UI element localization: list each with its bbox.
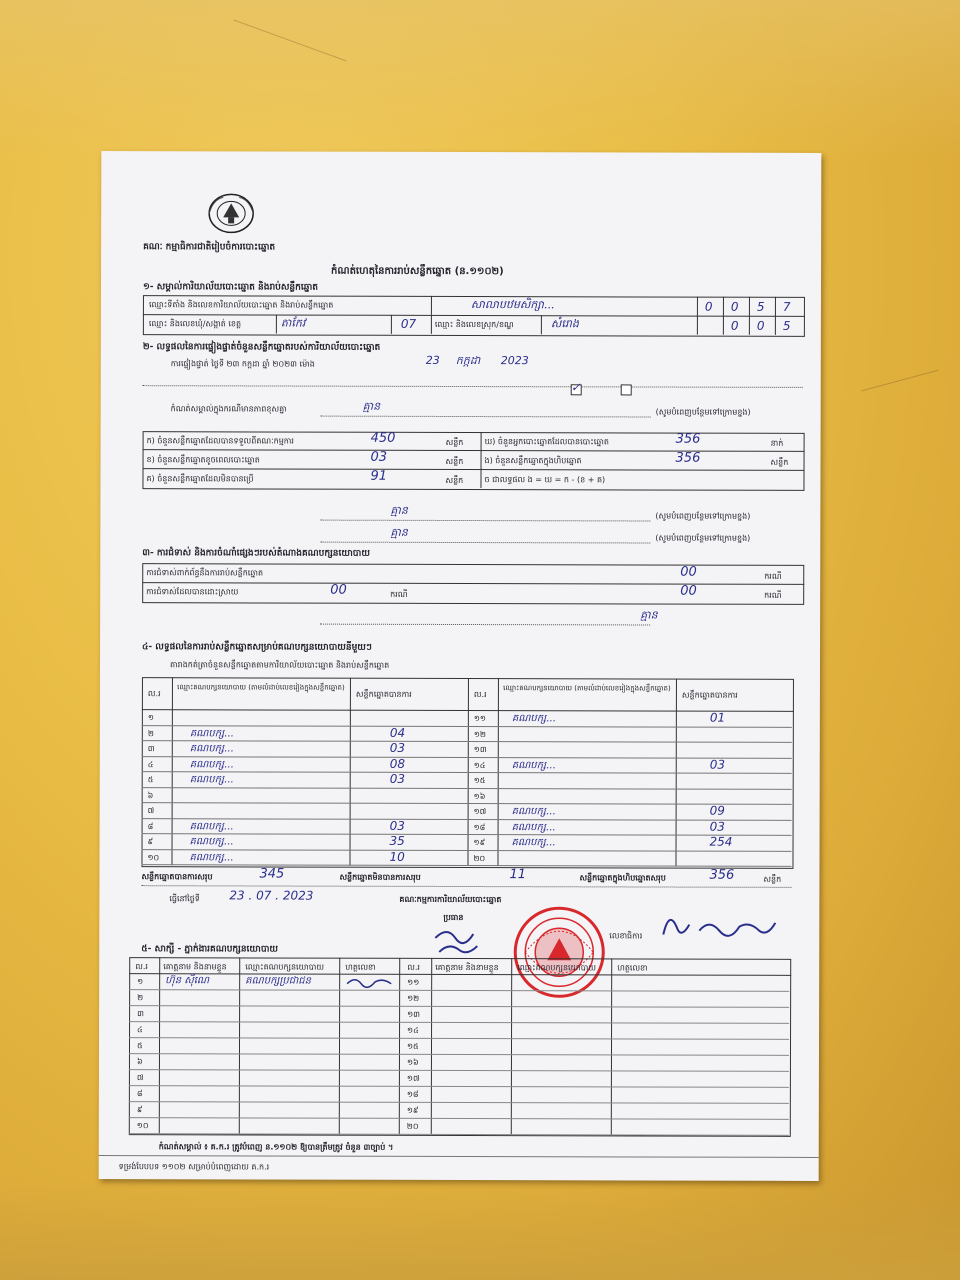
row-number: ៧ — [147, 806, 155, 816]
witness-row-number: ១៤ — [407, 1025, 419, 1035]
count-row-label: ង) ចំនួនសន្លឹកឆ្នោតក្នុងហិបឆ្នោត — [484, 456, 582, 466]
section1-title: ១- សម្គាល់ការិយាល័យបោះឆ្នោត និងរាប់សន្លឹកឆ្នោត — [142, 282, 319, 293]
party-name: គណបក្ស... — [511, 806, 556, 818]
party-votes: 09 — [709, 803, 725, 818]
row-number: ១ — [147, 713, 154, 723]
committee-name: គណៈ កម្មាធិការជាតិរៀបចំការបោះឆ្នោត — [143, 242, 276, 253]
witness-row-number: ៩ — [136, 1105, 143, 1115]
invalid-label: សន្លឹកឆ្នោតមិនបានការសរុប — [339, 872, 421, 882]
objection-note: គ្មាន — [640, 608, 658, 622]
witness-party: គណបក្សប្រជាជន — [245, 975, 311, 987]
total-valid-value: 345 — [259, 866, 285, 882]
party-name: គណបក្ស... — [511, 837, 556, 849]
invalid-value: 11 — [509, 867, 527, 883]
party-name: គណបក្ស... — [189, 727, 234, 739]
witness-row-number: ១១ — [407, 977, 420, 987]
row-number: ១៩ — [473, 838, 486, 848]
date-month: កក្កដា — [455, 353, 481, 368]
location-value: សាលាបឋមសិក្សា... — [470, 298, 555, 312]
party-name: គណបក្ស... — [189, 758, 234, 770]
party-votes: 01 — [709, 710, 726, 725]
section3-title: ៣- ការជំទាស់ និងការចំណាំផ្សេងៗរបស់តំណាងគណបក្សនយោបាយ — [142, 548, 370, 559]
note1-value: គ្មាន — [390, 503, 408, 517]
row-number: ៣ — [147, 744, 155, 754]
party-votes: 03 — [389, 818, 405, 833]
party-name: គណបក្ស... — [189, 820, 234, 832]
fill-hint: (សូមបំពេញបន្ថែមទៅក្រោមខ្នង) — [655, 407, 751, 417]
party-name: គណបក្ស... — [511, 821, 556, 833]
count-row-value: 450 — [370, 430, 396, 446]
count-row-unit: សន្លឹក — [445, 437, 464, 448]
date-label: ធ្វើនៅថ្ងៃទី — [169, 894, 200, 904]
district-digit: 5 — [782, 318, 791, 333]
witness-signature-icon — [345, 974, 393, 990]
witness-row-number: ១ — [137, 977, 144, 987]
count-row-unit: សន្លឹក — [770, 457, 789, 467]
witness-row-number: ៤ — [137, 1025, 143, 1035]
wall-floor-shadow — [0, 1180, 960, 1280]
witness-row-number: ១៧ — [406, 1073, 420, 1083]
date-value: 23 . 07 . 2023 — [229, 888, 314, 903]
checkbox-no[interactable] — [621, 384, 632, 395]
fill-hint: (សូមបំពេញបន្ថែមទៅក្រោមខ្នង) — [655, 533, 751, 543]
nec-emblem-icon — [203, 191, 259, 235]
wall-crack — [861, 370, 939, 392]
form-footer: ទម្រង់បែបបទ ១១០២ សម្រាប់បំពេញដោយ គ.ក.រ — [118, 1162, 270, 1172]
total-box-value: 356 — [709, 867, 735, 883]
row-number: ១៨ — [473, 822, 486, 832]
count-row-unit: នាក់ — [770, 438, 784, 448]
witness-row-number: ៧ — [136, 1073, 144, 1083]
footnote: កំណត់សម្គាល់ ៖ គ.ក.រ ត្រូវបំពេញ ន.១១០២ ឱ្យបានត្រឹមត្រូវ ចំនួន ៣ច្បាប់ ។ — [158, 1142, 394, 1152]
witness-row-number: ១០ — [136, 1121, 149, 1131]
location-label: ឈ្មោះទីតាំង និងលេខការិយាល័យបោះឆ្នោត និងរាប់សន្លឹកឆ្នោត — [148, 300, 334, 310]
election-form-sheet — [99, 151, 822, 1181]
section2-title: ២- លទ្ធផលនៃការផ្ទៀងផ្ទាត់ចំនួនសន្លឹកឆ្នោតរបស់ការិយាល័យបោះឆ្នោត — [142, 342, 381, 353]
row-number: ១៥ — [473, 776, 486, 786]
objection-row2-value: 00 — [330, 582, 347, 598]
witness-row-number: ១៥ — [406, 1041, 419, 1051]
location-digit: 5 — [756, 299, 765, 314]
row-number: ៩ — [147, 837, 154, 847]
row-number: ៨ — [147, 821, 154, 831]
witness-row-number: ១៨ — [406, 1089, 419, 1099]
witness-col-party: ឈ្មោះគណបក្សនយោបាយ — [517, 963, 596, 973]
total-valid-label: សន្លឹកឆ្នោតបានការសរុប — [141, 872, 213, 882]
party-votes: 08 — [389, 756, 406, 771]
party-votes: 10 — [389, 849, 405, 864]
province-label: ឈ្មោះ និងលេខឃុំ/សង្កាត់ ខេត្ត — [148, 319, 242, 329]
province-value: តាកែវ — [280, 316, 306, 330]
party-votes: 35 — [389, 833, 405, 848]
col-party-header: ឈ្មោះគណបក្សនយោបាយ (តាមលំដាប់លេខរៀងក្នុងសន្លឹកឆ្នោត) — [503, 684, 671, 693]
count-row-label: គ) ចំនួនសន្លឹកឆ្នោតដែលមិនបានប្រើ — [146, 474, 254, 484]
witness-row-number: ២០ — [406, 1121, 419, 1131]
witness-row-number: ២ — [137, 993, 144, 1003]
witness-row-number: ៨ — [136, 1089, 143, 1099]
row-number: ១៤ — [473, 760, 486, 770]
president-label: ប្រធាន — [443, 912, 464, 923]
total-box-label: សន្លឹកឆ្នោតក្នុងហិបឆ្នោតសរុប — [579, 873, 666, 883]
party-name: គណបក្ស... — [189, 836, 234, 848]
date-line: ការផ្ទៀងផ្ទាត់ ថ្ងៃទី ២៣ កក្កដា ឆ្នាំ ២០២៣ ម៉ោង — [170, 359, 315, 369]
party-name: គណបក្ស... — [189, 774, 234, 786]
row-number: ៤ — [147, 759, 154, 769]
count-row-value: 356 — [675, 431, 701, 447]
witness-row-number: ១២ — [407, 993, 420, 1003]
witness-table — [129, 957, 791, 1137]
witness-col-sign: ហត្ថលេខា — [617, 963, 648, 973]
result-note-label: កំណត់សម្គាល់ក្នុងករណីមានភាពខុសគ្នា — [170, 404, 287, 414]
witness-col-name: គោត្តនាម និងនាមខ្លួន — [163, 962, 227, 972]
party-name: គណបក្ស... — [511, 713, 556, 725]
witness-col-no: ល.រ — [407, 962, 420, 972]
witness-col-name: គោត្តនាម និងនាមខ្លួន — [435, 962, 499, 973]
row-number: ១៣ — [473, 745, 487, 755]
section4-subtitle: តារាងកត់ត្រាចំនួនសន្លឹកឆ្នោតតាមការិយាល័យបោះឆ្នោត និងរាប់សន្លឹកឆ្នោត — [169, 660, 390, 670]
objection-row1-unit: ករណី — [764, 571, 782, 581]
count-row-unit: សន្លឹក — [445, 456, 464, 467]
row-number: ១០ — [147, 852, 160, 862]
row-number: ៥ — [147, 775, 154, 785]
objection-row3-unit: ករណី — [764, 590, 782, 600]
witness-row-number: ៦ — [136, 1057, 143, 1067]
party-name: គណបក្ស... — [189, 851, 234, 863]
total-unit: សន្លឹក — [763, 874, 782, 884]
col-votes-header: សន្លឹកឆ្នោតបានការ — [355, 689, 412, 699]
party-votes: 03 — [389, 771, 406, 786]
party-votes: 04 — [389, 725, 406, 740]
objection-row1-label: ការជំទាស់ពាក់ព័ន្ធនឹងការរាប់សន្លឹកឆ្នោត — [146, 568, 264, 578]
objection-row1-value: 00 — [680, 564, 697, 580]
count-row-label: ក) ចំនួនសន្លឹកឆ្នោតដែលបានទទួលពីគណៈកម្មការ — [146, 436, 294, 446]
col-party-header: ឈ្មោះគណបក្សនយោបាយ (តាមលំដាប់លេខរៀងក្នុងសន្លឹកឆ្នោត) — [177, 683, 345, 692]
secretary-signature-icon — [659, 905, 779, 945]
location-digit: 0 — [704, 299, 713, 314]
signer-title: គណៈកម្មការការិយាល័យបោះឆ្នោត — [399, 894, 502, 905]
district-digit: 0 — [756, 318, 765, 333]
objection-row3-value: 00 — [680, 583, 697, 599]
col-no-header: ល.រ — [473, 690, 487, 700]
count-row-value: 03 — [370, 449, 388, 465]
note2-value: គ្មាន — [390, 525, 408, 539]
objection-row2-label: ការជំទាស់ដែលបានដោះស្រាយ — [146, 587, 239, 597]
wall-highlight — [0, 0, 960, 160]
party-name: គណបក្ស... — [511, 759, 556, 771]
col-no-header: ល.រ — [147, 689, 161, 699]
witness-row-number: ១៩ — [406, 1105, 419, 1115]
date-year: 2023 — [500, 354, 529, 368]
witness-col-no: ល.រ — [135, 962, 148, 972]
president-signature-icon — [429, 924, 489, 960]
party-name: គណបក្ស... — [189, 743, 234, 755]
row-number: ១៦ — [473, 791, 486, 801]
row-number: ២០ — [473, 853, 486, 863]
row-number: ១៧ — [473, 807, 487, 817]
party-votes: 03 — [709, 757, 726, 772]
party-votes: 254 — [709, 834, 733, 849]
count-row-value: 356 — [675, 450, 701, 466]
objection-row2-unit: ករណី — [390, 589, 408, 599]
count-row-unit: សន្លឹក — [445, 475, 464, 486]
row-number: ២ — [147, 728, 154, 738]
witness-name: ហ៊ុន ស៊ីណេ — [165, 975, 210, 987]
district-value: សំរោង — [550, 317, 579, 331]
witness-row-number: ៥ — [136, 1041, 143, 1051]
formula-row: ច ជាលទ្ធផល ង = ឃ = ក - (ខ + គ) — [484, 475, 606, 485]
province-code: 07 — [400, 316, 417, 331]
secretary-label: លេខាធិការ — [609, 931, 643, 941]
count-row-value: 91 — [370, 468, 388, 484]
district-label: ឈ្មោះ និងលេខស្រុក/ខណ្ឌ — [434, 319, 514, 330]
col-votes-header: សន្លឹកឆ្នោតបានការ — [681, 690, 738, 700]
location-digit: 0 — [730, 299, 739, 314]
count-row-label: ខ) ចំនួនសន្លឹកឆ្នោតខូចពេលបោះឆ្នោត — [146, 455, 260, 465]
section4-title: ៤- លទ្ធផលនៃការរាប់សន្លឹកឆ្នោតសម្រាប់គណបក្សនយោបាយនីមួយៗ — [142, 642, 372, 653]
result-note-value: គ្មាន — [362, 399, 381, 413]
party-votes: 03 — [389, 740, 406, 755]
row-number: ៦ — [147, 790, 154, 800]
witness-col-sign: ហត្ថលេខា — [345, 962, 376, 972]
row-number: ១២ — [473, 729, 486, 739]
witness-row-number: ១៦ — [406, 1057, 419, 1067]
district-digit: 0 — [730, 318, 739, 333]
party-votes: 03 — [709, 819, 725, 834]
form-title: កំណត់ហេតុនៃការរាប់សន្លឹកឆ្នោត (ន.១១០២) — [331, 265, 504, 278]
witness-col-party: ឈ្មោះគណបក្សនយោបាយ — [245, 962, 324, 972]
witness-row-number: ១៣ — [407, 1009, 420, 1019]
location-digit: 7 — [782, 299, 791, 314]
checkmark-icon: ✓ — [570, 380, 581, 395]
witness-row-number: ៣ — [137, 1009, 144, 1019]
count-row-label: ឃ) ចំនួនអ្នកបោះឆ្នោតដែលបានបោះឆ្នោត — [484, 437, 610, 447]
fill-hint: (សូមបំពេញបន្ថែមទៅក្រោមខ្នង) — [655, 511, 751, 521]
section5-title: ៥- សាក្សី - ភ្នាក់ងារគណបក្សនយោបាយ — [141, 944, 278, 955]
row-number: ១១ — [473, 714, 486, 724]
date-day: 23 — [425, 353, 440, 367]
